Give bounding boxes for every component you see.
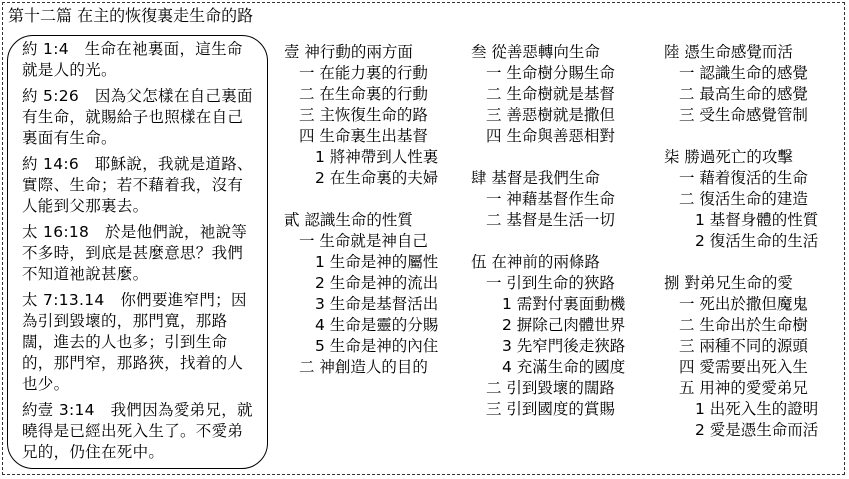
outline-subpoint: 3 先窄門後走狹路 <box>502 337 626 355</box>
outline-subpoint: 5 生命是神的內住 <box>315 337 439 355</box>
scripture-box <box>7 35 268 469</box>
verse: 太 7:13.14 你們要進窄門；因為引到毀壞的，那門寬，那路闊，進去的人也多；引到生命的，那門窄，那路狹，找着的人也少。 <box>22 291 247 393</box>
outline-heading: 陸 憑生命感覺而活 <box>664 43 793 61</box>
verse: 約壹 3:14 我們因為愛弟兄，就曉得是已經出死入生了。不愛弟兄的，仍住在死中。 <box>22 401 253 461</box>
outline-point: 三 主恢復生命的路 <box>299 106 428 124</box>
outline-point: 三 受生命感覺管制 <box>679 106 808 124</box>
outline-point: 二 在生命裏的行動 <box>299 85 428 103</box>
outline-subpoint: 2 愛是憑生命而活 <box>695 421 819 439</box>
outline-point: 二 生命樹就是基督 <box>486 85 615 103</box>
outline-point: 四 生命與善惡相對 <box>486 127 615 145</box>
outline-column-1 <box>284 42 438 378</box>
outline-point: 二 基督是生活一切 <box>486 211 615 229</box>
outline-subpoint: 3 生命是基督活出 <box>315 295 439 313</box>
verse: 約 1:4 生命在祂裏面，這生命就是人的光。 <box>22 40 243 79</box>
verse: 約 5:26 因為父怎樣在自己裏面有生命，就賜給子也照樣在自己裏面有生命。 <box>22 87 253 147</box>
outline-point: 二 生命出於生命樹 <box>679 316 808 334</box>
spacer <box>664 252 818 273</box>
spacer <box>471 231 625 252</box>
outline-heading: 柒 勝過死亡的攻擊 <box>664 148 793 166</box>
outline-subpoint: 2 在生命裏的夫婦 <box>315 169 439 187</box>
outline-point: 一 認識生命的感覺 <box>679 64 808 82</box>
outline-point: 一 神藉基督作生命 <box>486 190 615 208</box>
outline-point: 二 引到毀壞的闊路 <box>486 379 615 397</box>
outline-point: 三 善惡樹就是撒但 <box>486 106 615 124</box>
outline-subpoint: 1 將神帶到人性裏 <box>315 148 439 166</box>
verse: 太 16:18 於是他們說，祂說等不多時，到底是甚麼意思？我們不知道祂說甚麼。 <box>22 223 248 283</box>
page-title: 第十二篇 在主的恢復裏走生命的路 <box>8 6 254 25</box>
outline-subpoint: 1 需對付裏面動機 <box>502 295 626 313</box>
outline-subpoint: 2 生命是神的流出 <box>315 274 439 292</box>
outline-heading: 貳 認識生命的性質 <box>284 211 413 229</box>
outline-point: 一 在能力裏的行動 <box>299 64 428 82</box>
outline-point: 二 神創造人的目的 <box>299 358 428 376</box>
outline-heading: 捌 對弟兄生命的愛 <box>664 274 793 292</box>
outline-point: 四 生命裏生出基督 <box>299 127 428 145</box>
outline-point: 二 復活生命的建造 <box>679 190 808 208</box>
outline-point: 一 引到生命的狹路 <box>486 274 615 292</box>
outline-subpoint: 4 生命是靈的分賜 <box>315 316 439 334</box>
outline-subpoint: 2 摒除己肉體世界 <box>502 316 626 334</box>
outline-point: 四 愛需要出死入生 <box>679 358 808 376</box>
outline-subpoint: 4 充滿生命的國度 <box>502 358 626 376</box>
outline-subpoint: 1 出死入生的證明 <box>695 400 819 418</box>
outline-column-3 <box>664 42 818 441</box>
outline-point: 一 藉着復活的生命 <box>679 169 808 187</box>
outline-column-2 <box>471 42 625 420</box>
spacer <box>471 147 625 168</box>
spacer <box>284 189 438 210</box>
outline-heading: 壹 神行動的兩方面 <box>284 43 413 61</box>
outline-point: 一 生命就是神自己 <box>299 232 428 250</box>
outline-subpoint: 2 復活生命的生活 <box>695 232 819 250</box>
spacer <box>664 126 818 147</box>
outline-heading: 叁 從善惡轉向生命 <box>471 43 600 61</box>
outline-point: 二 最高生命的感覺 <box>679 85 808 103</box>
outline-point: 三 兩種不同的源頭 <box>679 337 808 355</box>
outline-point: 一 生命樹分賜生命 <box>486 64 615 82</box>
outline-subpoint: 1 生命是神的屬性 <box>315 253 439 271</box>
outline-point: 一 死出於撒但魔鬼 <box>679 295 808 313</box>
outline-point: 五 用神的愛愛弟兄 <box>679 379 808 397</box>
outline-heading: 伍 在神前的兩條路 <box>471 253 600 271</box>
verse: 約 14:6 耶穌說，我就是道路、實際、生命；若不藉着我，沒有人能到父那裏去。 <box>22 155 253 215</box>
outline-subpoint: 1 基督身體的性質 <box>695 211 819 229</box>
outline-point: 三 引到國度的賞賜 <box>486 400 615 418</box>
outline-heading: 肆 基督是我們生命 <box>471 169 600 187</box>
